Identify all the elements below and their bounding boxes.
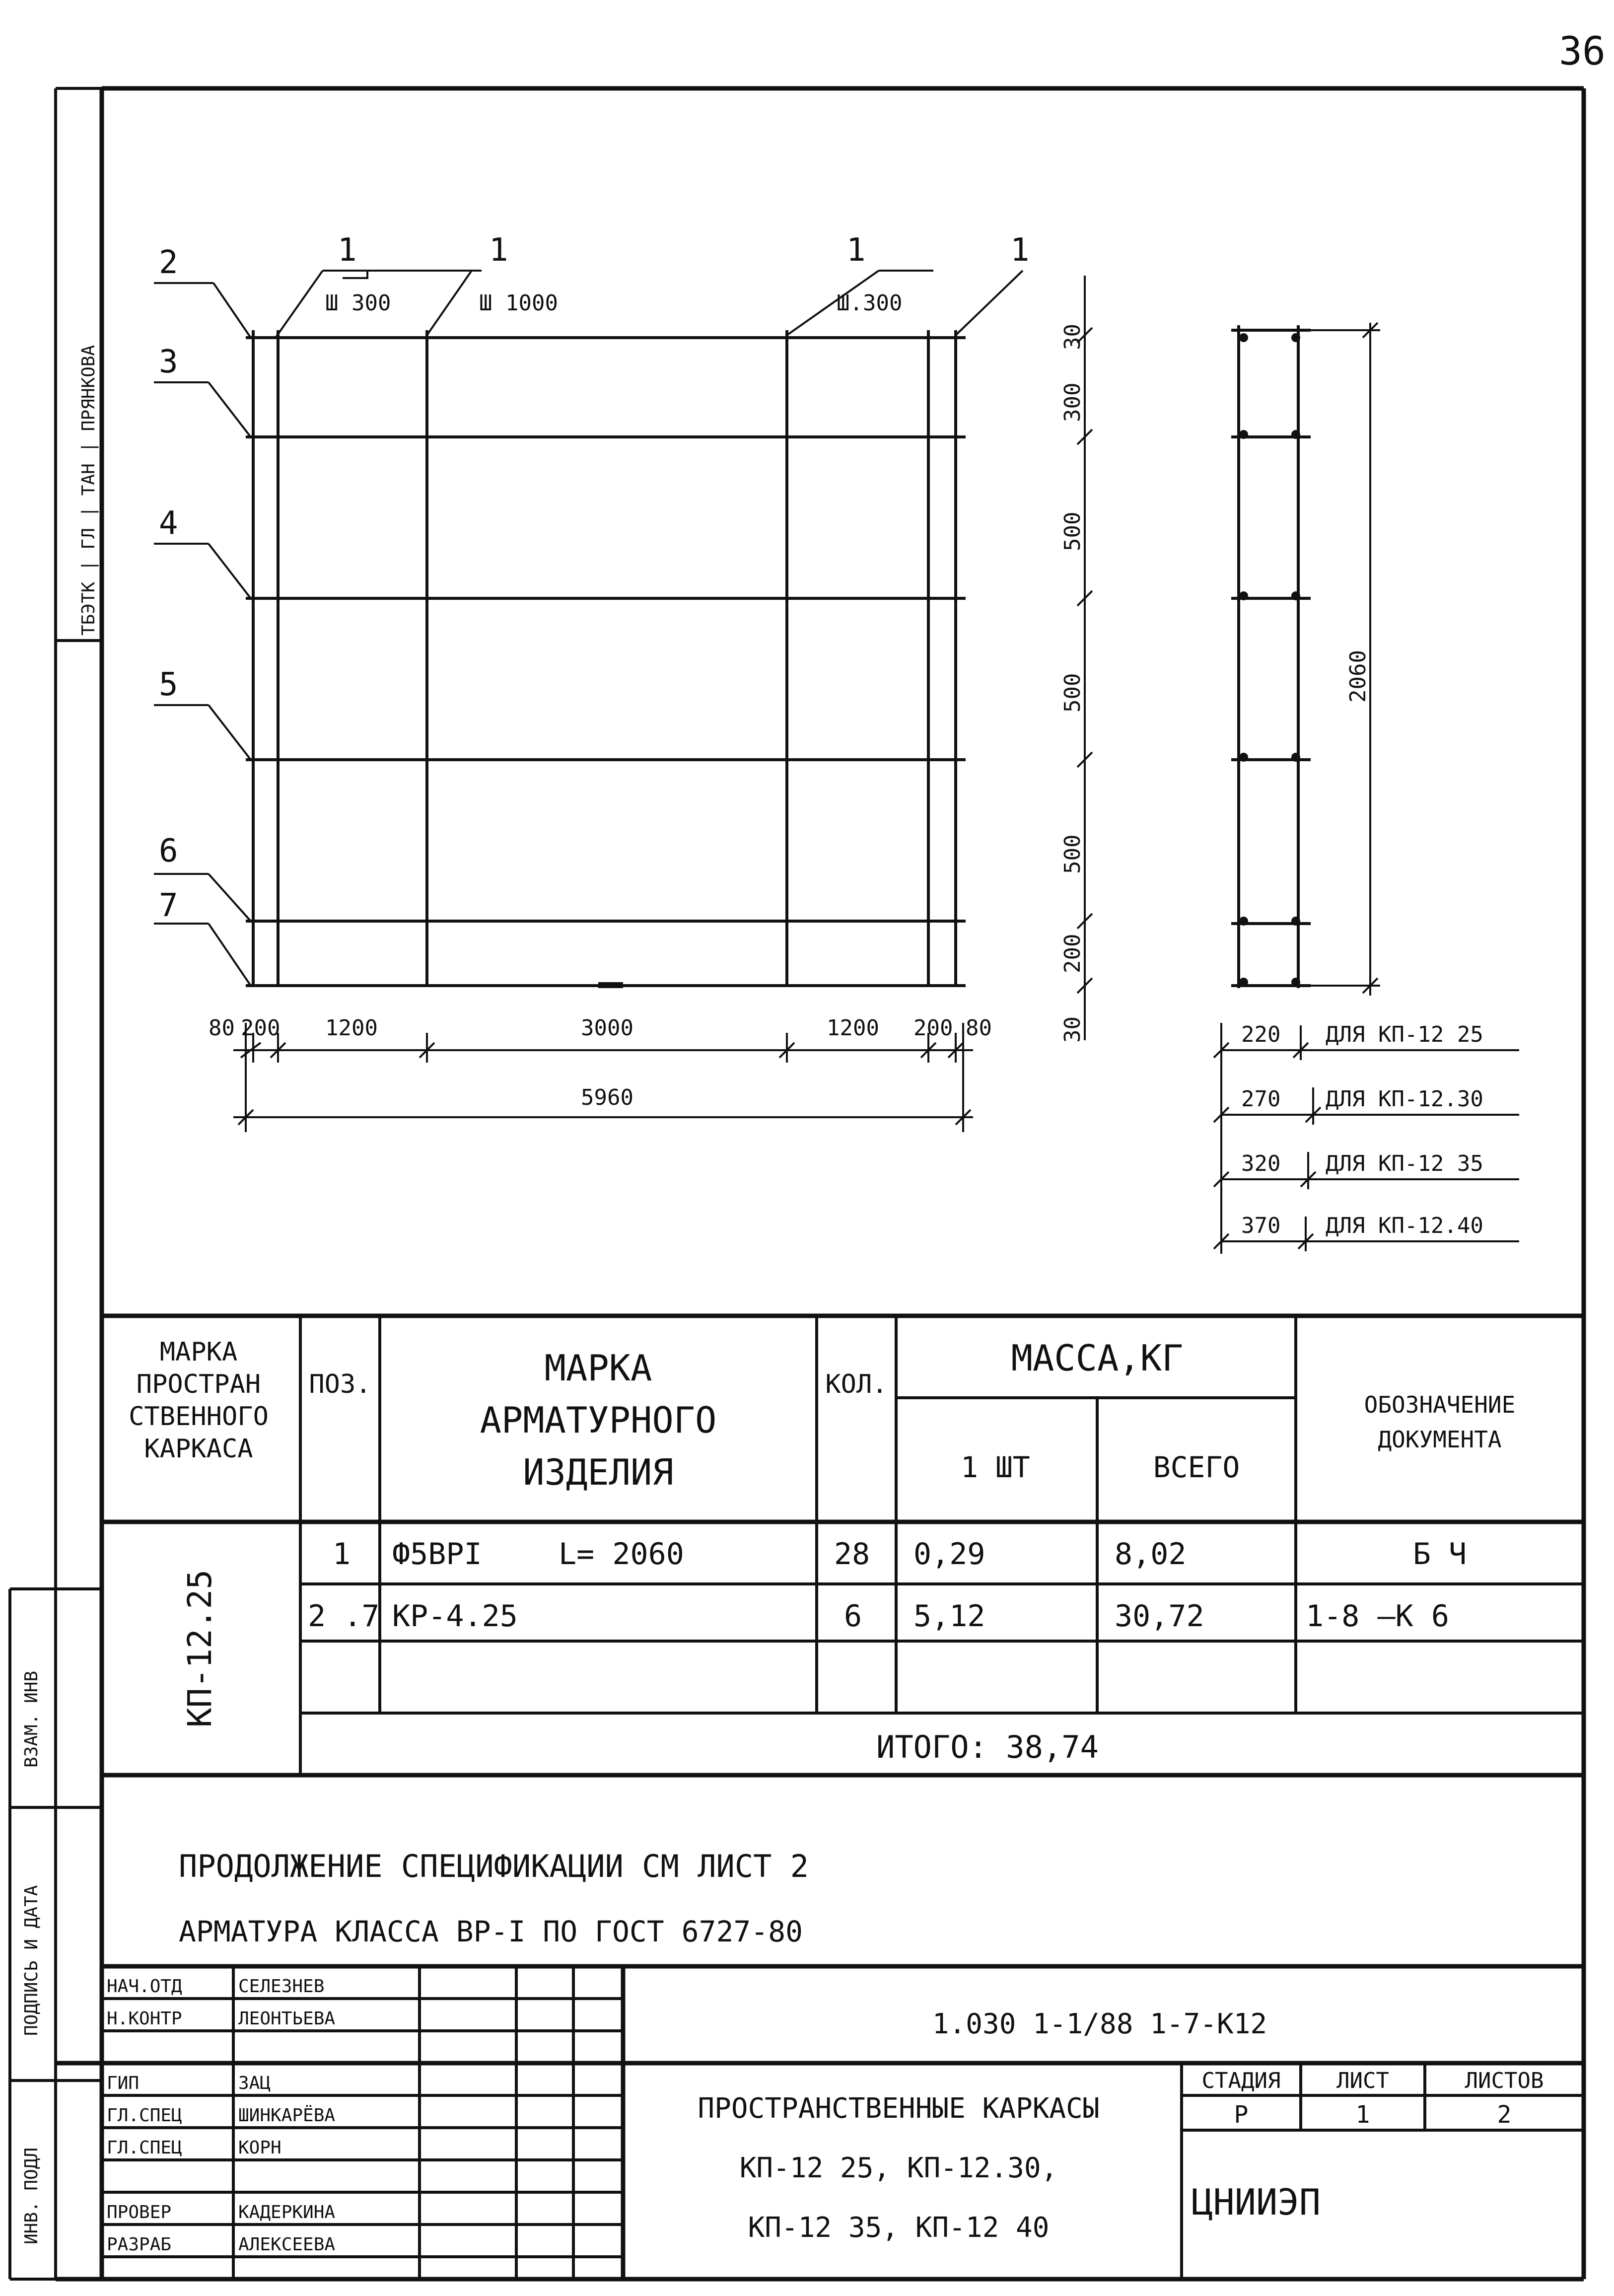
pos-label-5: 5 xyxy=(159,666,178,703)
v-dim-200: 200 xyxy=(1060,933,1085,973)
h-dim-total: 5960 xyxy=(581,1085,633,1110)
pitch-label-2: Ш 1000 xyxy=(479,290,558,316)
sheets-value: 2 xyxy=(1497,2101,1512,2129)
header-item-3: ИЗДЕЛИЯ xyxy=(523,1451,674,1493)
width-label-4: ДЛЯ КП-12.40 xyxy=(1326,1213,1483,1238)
header-pos: ПОЗ. xyxy=(309,1369,371,1399)
header-item-2: АРМАТУРНОГО xyxy=(480,1399,717,1441)
sheets-label: ЛИСТОВ xyxy=(1465,2068,1544,2093)
pos-label-1b: 1 xyxy=(489,232,508,269)
frame-side-view xyxy=(1214,323,1519,1254)
header-item-1: МАРКА xyxy=(544,1347,652,1389)
width-label-3: ДЛЯ КП-12 35 xyxy=(1326,1151,1483,1176)
header-doc-1: ОБОЗНАЧЕНИЕ xyxy=(1364,1391,1516,1418)
side-dim-total: 2060 xyxy=(1345,650,1371,703)
header-frame-mark-1: МАРКА xyxy=(159,1337,238,1367)
doc-code: 1.030 1-1/88 1-7-К12 xyxy=(932,2008,1267,2040)
header-doc-2: ДОКУМЕНТА xyxy=(1378,1426,1502,1453)
stage-label: СТАДИЯ xyxy=(1201,2068,1281,2093)
pos-label-3: 3 xyxy=(159,344,178,380)
staff-name: СЕЛЕЗНЕВ xyxy=(238,1976,325,1997)
row2-mass-one: 5,12 xyxy=(913,1599,985,1634)
row1-doc: Б Ч xyxy=(1412,1537,1467,1572)
staff-role: РАЗРАБ xyxy=(107,2234,172,2255)
v-dim-30-top: 30 xyxy=(1060,324,1085,350)
row1-mass-all: 8,02 xyxy=(1115,1537,1187,1572)
h-dim-200-left: 200 xyxy=(241,1015,281,1041)
note-continuation: ПРОДОЛЖЕНИЕ СПЕЦИФИКАЦИИ СМ ЛИСТ 2 xyxy=(179,1848,809,1884)
header-mass: МАССА,КГ xyxy=(1011,1337,1184,1379)
spec-row-2 xyxy=(308,1599,1449,1634)
width-220: 220 xyxy=(1241,1022,1281,1047)
staff-role: Н.КОНТР xyxy=(107,2009,182,2029)
width-370: 370 xyxy=(1241,1213,1281,1238)
pos-label-4: 4 xyxy=(159,505,178,542)
pos-label-1c: 1 xyxy=(846,232,866,269)
side-stamp-top: ТБЭТК | ГЛ | ТАН | ПРЯНКОВА xyxy=(78,345,99,636)
staff-name: ЗАЦ xyxy=(238,2073,271,2093)
pos-label-1a: 1 xyxy=(338,232,357,269)
h-dim-80-left: 80 xyxy=(209,1015,235,1041)
side-stamp-sig: ПОДПИСЬ И ДАТА xyxy=(21,1885,42,2036)
frame-elevation xyxy=(246,330,966,988)
v-dim-500-c: 500 xyxy=(1060,834,1085,874)
width-270: 270 xyxy=(1241,1086,1281,1112)
sheet-value: 1 xyxy=(1355,2101,1370,2129)
v-dim-300: 300 xyxy=(1060,382,1085,422)
header-mass-all: ВСЕГО xyxy=(1153,1450,1240,1484)
header-frame-mark-3: СТВЕННОГО xyxy=(129,1402,269,1432)
pitch-label-3: Ш.300 xyxy=(837,290,903,316)
staff-role: ГЛ.СПЕЦ xyxy=(107,2105,182,2126)
note-rebar-class: АРМАТУРА КЛАССА ВР-I ПО ГОСТ 6727-80 xyxy=(179,1915,803,1948)
sheet-label: ЛИСТ xyxy=(1336,2068,1389,2093)
pos-label-6: 6 xyxy=(159,833,178,869)
stage-value: Р xyxy=(1234,2101,1249,2129)
pos-label-2: 2 xyxy=(159,244,178,281)
v-dim-500-a: 500 xyxy=(1060,511,1085,551)
pitch-label-1: Ш 300 xyxy=(325,290,391,316)
staff-role: ГИП xyxy=(107,2073,140,2093)
pos-label-1d: 1 xyxy=(1010,232,1030,269)
header-mass-one: 1 ШТ xyxy=(961,1450,1030,1484)
width-label-1: ДЛЯ КП-12 25 xyxy=(1326,1022,1483,1047)
frame-mark: КП-12.25 xyxy=(181,1570,219,1727)
row1-length: L= 2060 xyxy=(559,1537,684,1572)
row1-mass-one: 0,29 xyxy=(913,1537,985,1572)
sheet-frame xyxy=(10,88,1584,2279)
staff-role: ГЛ.СПЕЦ xyxy=(107,2138,182,2158)
row2-item: КР-4.25 xyxy=(392,1599,518,1634)
row2-qty: 6 xyxy=(844,1599,862,1634)
h-dim-80-right: 80 xyxy=(966,1015,992,1041)
h-dim-200-right: 200 xyxy=(913,1015,953,1041)
row2-mass-all: 30,72 xyxy=(1115,1599,1204,1634)
organization: ЦНИИЭП xyxy=(1192,2181,1321,2223)
row1-item: Ф5ВРI xyxy=(392,1537,482,1572)
row2-pos: 2 .7 xyxy=(308,1599,380,1634)
width-label-2: ДЛЯ КП-12.30 xyxy=(1326,1086,1483,1112)
v-dim-30-bottom: 30 xyxy=(1060,1016,1085,1043)
spec-header xyxy=(129,1337,1515,1493)
staff-list xyxy=(107,1976,335,2255)
row1-qty: 28 xyxy=(834,1537,870,1572)
pos-label-7: 7 xyxy=(159,887,178,924)
staff-name: КОРН xyxy=(238,2138,281,2158)
width-320: 320 xyxy=(1241,1151,1281,1176)
staff-name: ШИНКАРЁВА xyxy=(238,2105,336,2126)
spec-total: ИТОГО: 38,74 xyxy=(876,1729,1099,1765)
title-line-2: КП-12 25, КП-12.30, xyxy=(739,2152,1058,2184)
row1-pos: 1 xyxy=(333,1537,351,1572)
side-stamp-mid: ВЗАМ. ИНВ xyxy=(21,1670,42,1768)
staff-role: НАЧ.ОТД xyxy=(107,1976,182,1997)
title-line-1: ПРОСТРАНСТВЕННЫЕ КАРКАСЫ xyxy=(698,2092,1100,2125)
h-dim-3000: 3000 xyxy=(581,1015,633,1041)
header-qty: КОЛ. xyxy=(825,1369,888,1399)
row2-doc: 1-8 —К 6 xyxy=(1306,1599,1449,1634)
staff-name: КАДЕРКИНА xyxy=(238,2202,336,2223)
staff-role: ПРОВЕР xyxy=(107,2202,172,2223)
v-dim-500-b: 500 xyxy=(1060,673,1085,713)
side-stamp-bot: ИНВ. ПОДЛ xyxy=(21,2147,42,2244)
header-frame-mark-2: ПРОСТРАН xyxy=(136,1369,261,1399)
staff-name: АЛЕКСЕЕВА xyxy=(238,2234,336,2255)
page-number: 36 xyxy=(1559,29,1606,74)
header-frame-mark-4: КАРКАСА xyxy=(144,1434,253,1464)
staff-name: ЛЕОНТЬЕВА xyxy=(238,2009,336,2029)
h-dim-1200-left: 1200 xyxy=(325,1015,378,1041)
position-leaders xyxy=(154,271,1023,986)
title-line-3: КП-12 35, КП-12 40 xyxy=(748,2212,1050,2244)
h-dim-1200-right: 1200 xyxy=(827,1015,879,1041)
